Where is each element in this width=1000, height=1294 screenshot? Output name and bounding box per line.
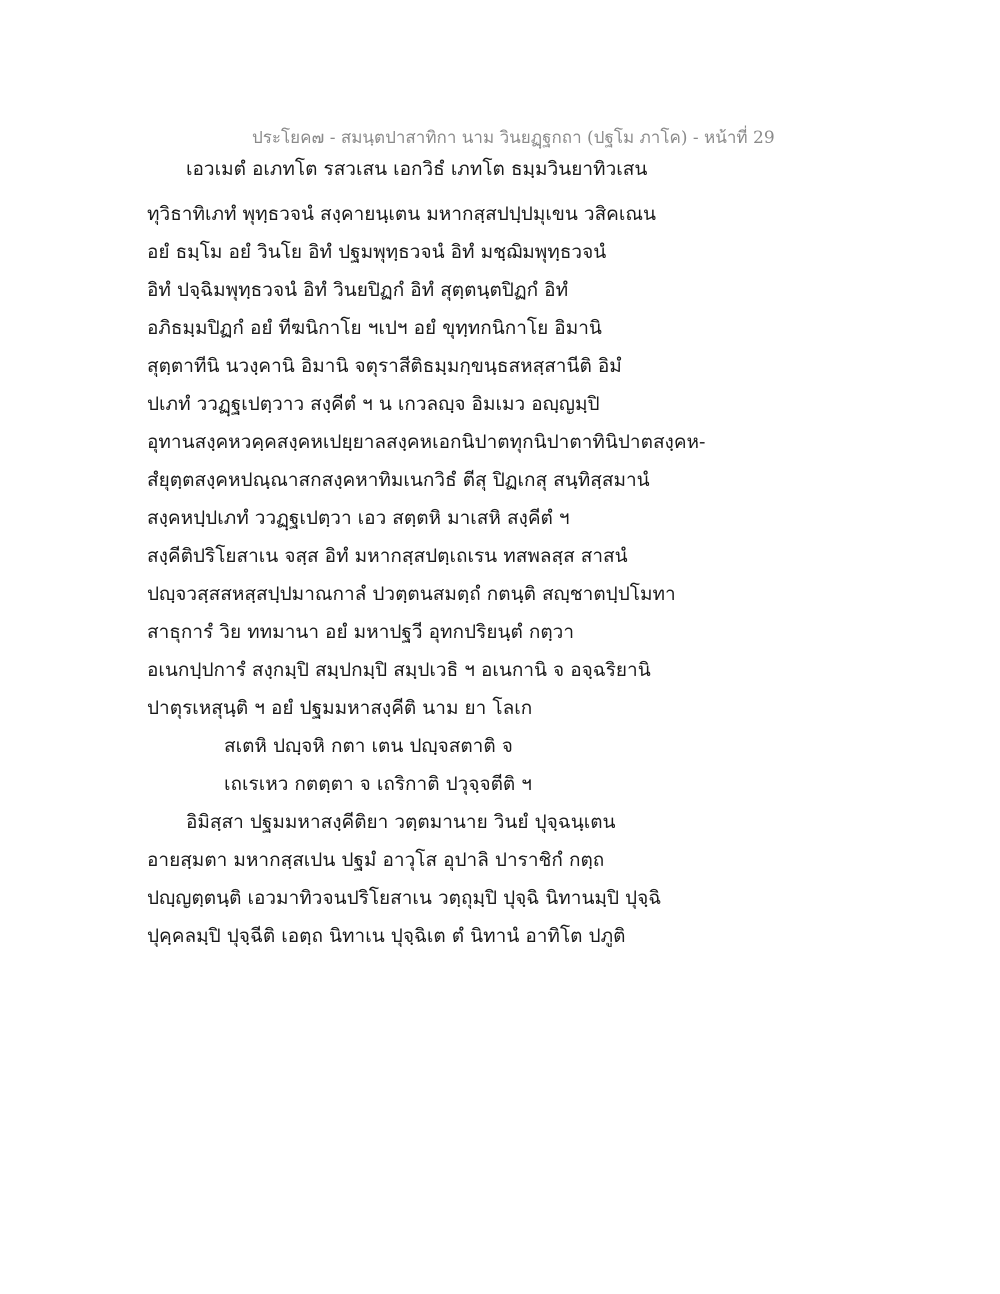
- text-line: สํยุตฺตสงฺคหปณฺณาสกสงฺคหาทิมเนกวิธํ ตีสุ ปิฏเกสุ สนฺทิสฺสมานํ: [147, 469, 650, 491]
- text-line: อิทํ ปจฺฉิมพุทฺธวจนํ อิทํ วินยปิฏกํ อิทํ สุตฺตนฺตปิฏกํ อิทํ: [147, 279, 569, 301]
- text-line: ปญฺญตฺตนฺติ เอวมาทิวจนปริโยสาเน วตฺถุมฺปิ ปุจฺฉิ นิทานมฺปิ ปุจฺฉิ: [147, 887, 662, 909]
- verse-line: เถเรเหว กตตฺตา จ เถริกาติ ปวุจฺจตีติ ฯ: [224, 773, 532, 795]
- text-line-paragraph-start: เอวเมตํ อเภทโต รสวเสน เอกวิธํ เภทโต ธมฺมวินยาทิวเสน: [186, 158, 648, 180]
- text-line: อยํ ธมฺโม อยํ วินโย อิทํ ปฐมพุทฺธวจนํ อิทํ มชฺฌิมพุทฺธวจนํ: [147, 241, 607, 263]
- text-line: สาธุการํ วิย ททมานา อยํ มหาปฐวี อุทกปริยนฺตํ กตฺวา: [147, 621, 574, 643]
- text-line: ปุคฺคลมฺปิ ปุจฺฉีติ เอตฺถ นิทาเน ปุจฺฉิเต ตํ นิทานํ อาทิโต ปภูติ: [147, 925, 626, 947]
- verse-line: สเตหิ ปญฺจหิ กตา เตน ปญฺจสตาติ จ: [224, 735, 513, 757]
- text-line: สงฺคหปฺปเภทํ ววฏฺฐเปตฺวา เอว สตฺตหิ มาเสหิ สงฺคีตํ ฯ: [147, 507, 570, 529]
- text-line: สงฺคีติปริโยสาเน จสฺส อิทํ มหากสฺสปตฺเถเรน ทสพลสฺส สาสนํ: [147, 545, 628, 567]
- text-line: อเนกปฺปการํ สงฺกมฺปิ สมฺปกมฺปิ สมฺปเวธิ ฯ อเนกานิ จ อจฺฉริยานิ: [147, 659, 651, 681]
- text-line: อภิธมฺมปิฏกํ อยํ ทีฆนิกาโย ฯเปฯ อยํ ขุทฺทกนิกาโย อิมานิ: [147, 317, 602, 339]
- text-line: ปาตุรเหสุนฺติ ฯ อยํ ปฐมมหาสงฺคีติ นาม ยา โลเก: [147, 697, 533, 719]
- text-line: ทุวิธาทิเภทํ พุทฺธวจนํ สงฺคายนฺเตน มหากสฺสปปฺปมุเขน วสิคเณน: [147, 203, 656, 225]
- text-line: อุทานสงฺคหวคฺคสงฺคหเปยฺยาลสงฺคหเอกนิปาตทุกนิปาตาทินิปาตสงฺคห-: [147, 431, 706, 453]
- text-line: อายสฺมตา มหากสฺสเปน ปฐมํ อาวุโส อุปาลิ ปาราชิกํ กตฺถ: [147, 849, 605, 871]
- text-line-paragraph-start: อิมิสฺสา ปฐมมหาสงฺคีติยา วตฺตมานาย วินยํ ปุจฺฉนฺเตน: [186, 811, 616, 833]
- text-line: ปเภทํ ววฏฺฐเปตฺวาว สงฺคีตํ ฯ น เกวลญฺจ อิมเมว อญฺญมฺปิ: [147, 393, 600, 415]
- text-line: ปญฺจวสฺสสหสฺสปฺปมาณกาลํ ปวตฺตนสมตฺถํ กตนฺติ สญฺชาตปฺปโมทา: [147, 583, 676, 605]
- text-line: สุตฺตาทีนิ นวงฺคานิ อิมานิ จตุราสีติธมฺมกฺขนฺธสหสฺสานีติ อิมํ: [147, 355, 622, 377]
- running-header-text: ประโยค๗ - สมนฺตปาสาทิกา นาม วินยฏฺฐกถา (ปฐโม ภาโค) - หน้าที่ 29: [252, 128, 775, 148]
